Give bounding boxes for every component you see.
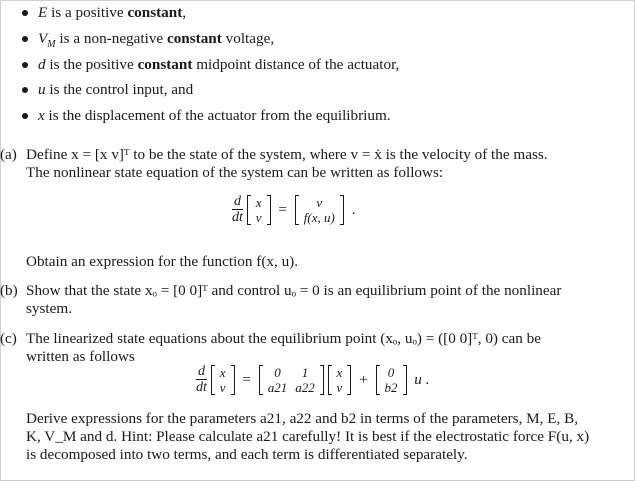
b-vector: 0 b2: [376, 365, 407, 395]
part-a-question: Obtain an expression for the function f(x, u).: [26, 253, 299, 270]
list-item: d is the positive constant midpoint distance of the actuator,: [22, 56, 399, 82]
part-a-line-2: The nonlinear state equation of the system can be written as follows:: [26, 164, 444, 181]
bullet-icon: [22, 87, 28, 93]
definitions-list: [22, 4, 399, 133]
part-c-label: (c): [0, 330, 17, 347]
state-vector: x v: [247, 195, 271, 225]
list-item: $V_M$ is a non-negative constant voltage,: [22, 30, 399, 56]
part-c-line-2: written as follows: [26, 348, 135, 365]
linearized-equation: $\frac{d}{dt}$ x v = 0 1 a21 a22 x v + 0 b2 u .: [196, 364, 430, 395]
list-item: E is a positive constant,: [22, 4, 399, 30]
bullet-icon: [22, 36, 28, 42]
part-a: [0, 146, 630, 182]
part-a-line-1: Define x = [x v]ᵀ to be the state of the system, where v = ẋ is the velocity of the mass.: [26, 146, 548, 163]
a-matrix: 0 1 a21 a22: [259, 365, 324, 395]
list-item: u is the control input, and: [22, 81, 399, 107]
part-b: [0, 282, 630, 318]
part-a-label: (a): [0, 146, 17, 163]
state-vector: x v: [211, 365, 235, 395]
part-c-question: Derive expressions for the parameters a21, a22 and b2 in terms of the parameters, M, E, B, K, V_M and d. Hint: Please calculate a21 carefully! It is best if the electrostatic force F(u, x) is decomposed into two terms, and each term is differentiated separately.: [26, 410, 590, 463]
state-vector: x v: [328, 365, 352, 395]
part-c: [0, 330, 630, 366]
part-b-line-2: system.: [26, 300, 72, 317]
derivative-operator: $\frac{d}{dt}$: [196, 364, 207, 395]
rhs-vector: v f(x, u): [295, 195, 344, 225]
part-b-label: (b): [0, 282, 18, 299]
part-b-line-1: Show that the state xₒ = [0 0]ᵀ and control uₒ = 0 is an equilibrium point of the nonlinear: [26, 282, 562, 299]
list-item: x is the displacement of the actuator from the equilibrium.: [22, 107, 399, 133]
derivative-operator: $\frac{d}{dt}$: [232, 194, 243, 225]
part-c-line-1: The linearized state equations about the equilibrium point (xₒ, uₒ) = ([0 0]ᵀ, 0) can be: [26, 330, 541, 347]
state-equation: $\frac{d}{dt}$ x v = v f(x, u) .: [232, 194, 356, 225]
bullet-icon: [22, 10, 28, 16]
bullet-icon: [22, 113, 28, 119]
bullet-icon: [22, 62, 28, 68]
